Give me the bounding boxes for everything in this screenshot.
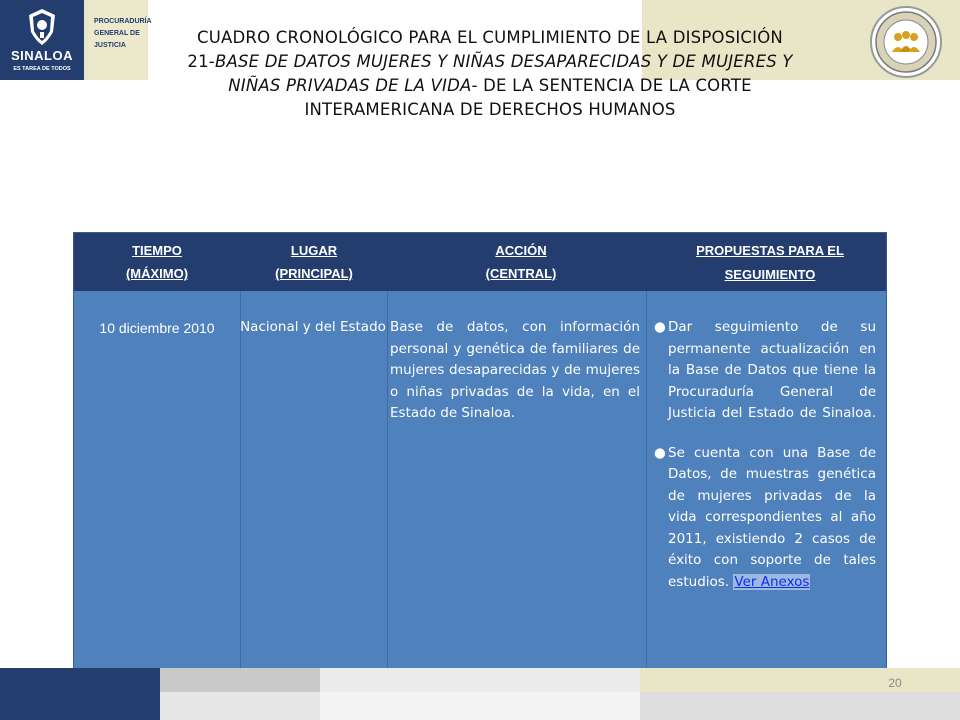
cell-action: Base de datos, con información personal y genética de familiares de mujeres desaparecidas y de mujeres o niñas privadas de la vida, en el Estado de Sinaloa. bbox=[390, 319, 640, 421]
cell-place: Nacional y del Estado bbox=[240, 319, 386, 335]
header-time-line-1: TIEMPO bbox=[132, 243, 182, 258]
bullet-icon: ● bbox=[654, 319, 666, 335]
logo-subtext: ES TAREA DE TODOS bbox=[13, 66, 71, 72]
page-title bbox=[140, 26, 840, 122]
agency-name bbox=[88, 0, 152, 80]
crest-icon bbox=[26, 8, 58, 46]
title-line-3-rest: - DE LA SENTENCIA DE LA CORTE bbox=[471, 76, 752, 95]
agency-line-1: PROCURADURÍA bbox=[94, 18, 152, 25]
annex-link[interactable]: Ver Anexos bbox=[734, 573, 810, 590]
header-proposals bbox=[654, 239, 886, 287]
title-line-4: INTERAMERICANA DE DERECHOS HUMANOS bbox=[304, 100, 676, 119]
chronology-table bbox=[73, 232, 887, 670]
footer-band bbox=[160, 692, 320, 720]
header-action-line-1: ACCIÓN bbox=[495, 243, 547, 258]
header-place bbox=[240, 239, 388, 285]
column-divider bbox=[646, 291, 647, 669]
column-divider bbox=[387, 291, 388, 669]
title-line-3 bbox=[140, 74, 840, 98]
footer-band bbox=[320, 692, 640, 720]
table-header bbox=[74, 233, 886, 291]
column-divider bbox=[240, 291, 241, 669]
header-proposals-line-2: SEGUIMIENTO bbox=[724, 267, 816, 282]
sinaloa-logo bbox=[0, 0, 84, 80]
footer-band bbox=[640, 668, 960, 692]
agency-line-2: GENERAL DE bbox=[94, 30, 140, 37]
header-place-line-2: (PRINCIPAL) bbox=[275, 266, 353, 281]
proposal-item bbox=[654, 317, 876, 425]
header-time bbox=[74, 239, 240, 285]
header-time-line-2: (MÁXIMO) bbox=[125, 266, 189, 281]
proposal-text: Dar seguimiento de su permanente actualización en la Base de Datos que tiene la Procuraduría General de Justicia del Estado de Sinaloa. bbox=[668, 319, 876, 421]
page-number: 20 bbox=[888, 676, 902, 690]
footer-band bbox=[640, 692, 960, 720]
footer-band bbox=[320, 668, 640, 692]
title-line-2 bbox=[140, 50, 840, 74]
cell-time: 10 diciembre 2010 bbox=[99, 320, 215, 336]
title-line-1: CUADRO CRONOLÓGICO PARA EL CUMPLIMIENTO DE LA DISPOSICIÓN bbox=[197, 28, 783, 47]
header-action-line-2: (CENTRAL) bbox=[485, 266, 557, 281]
state-seal-icon bbox=[870, 6, 942, 78]
title-italic-2: NIÑAS PRIVADAS DE LA VIDA bbox=[228, 76, 472, 95]
agency-line-3: JUSTICIA bbox=[94, 42, 126, 49]
footer-band bbox=[160, 668, 320, 692]
proposal-text: Se cuenta con una Base de Datos, de muestras genética de mujeres privadas de la vida correspondientes al año 2011, existiendo 2 casos de éxito con soporte de tales estudios. bbox=[668, 444, 876, 590]
header-action bbox=[388, 239, 654, 285]
bullet-icon: ● bbox=[654, 444, 666, 461]
header-place-line-1: LUGAR bbox=[290, 243, 338, 258]
logo-text: SINALOA bbox=[11, 48, 73, 63]
footer-band bbox=[0, 668, 160, 720]
title-italic-1: BASE DE DATOS MUJERES Y NIÑAS DESAPARECIDAS Y DE MUJERES Y bbox=[214, 52, 793, 71]
title-number: 21- bbox=[187, 52, 215, 71]
cell-proposals bbox=[654, 317, 876, 611]
header-proposals-line-1: PROPUESTAS PARA EL bbox=[696, 243, 844, 258]
proposal-item bbox=[654, 443, 876, 594]
